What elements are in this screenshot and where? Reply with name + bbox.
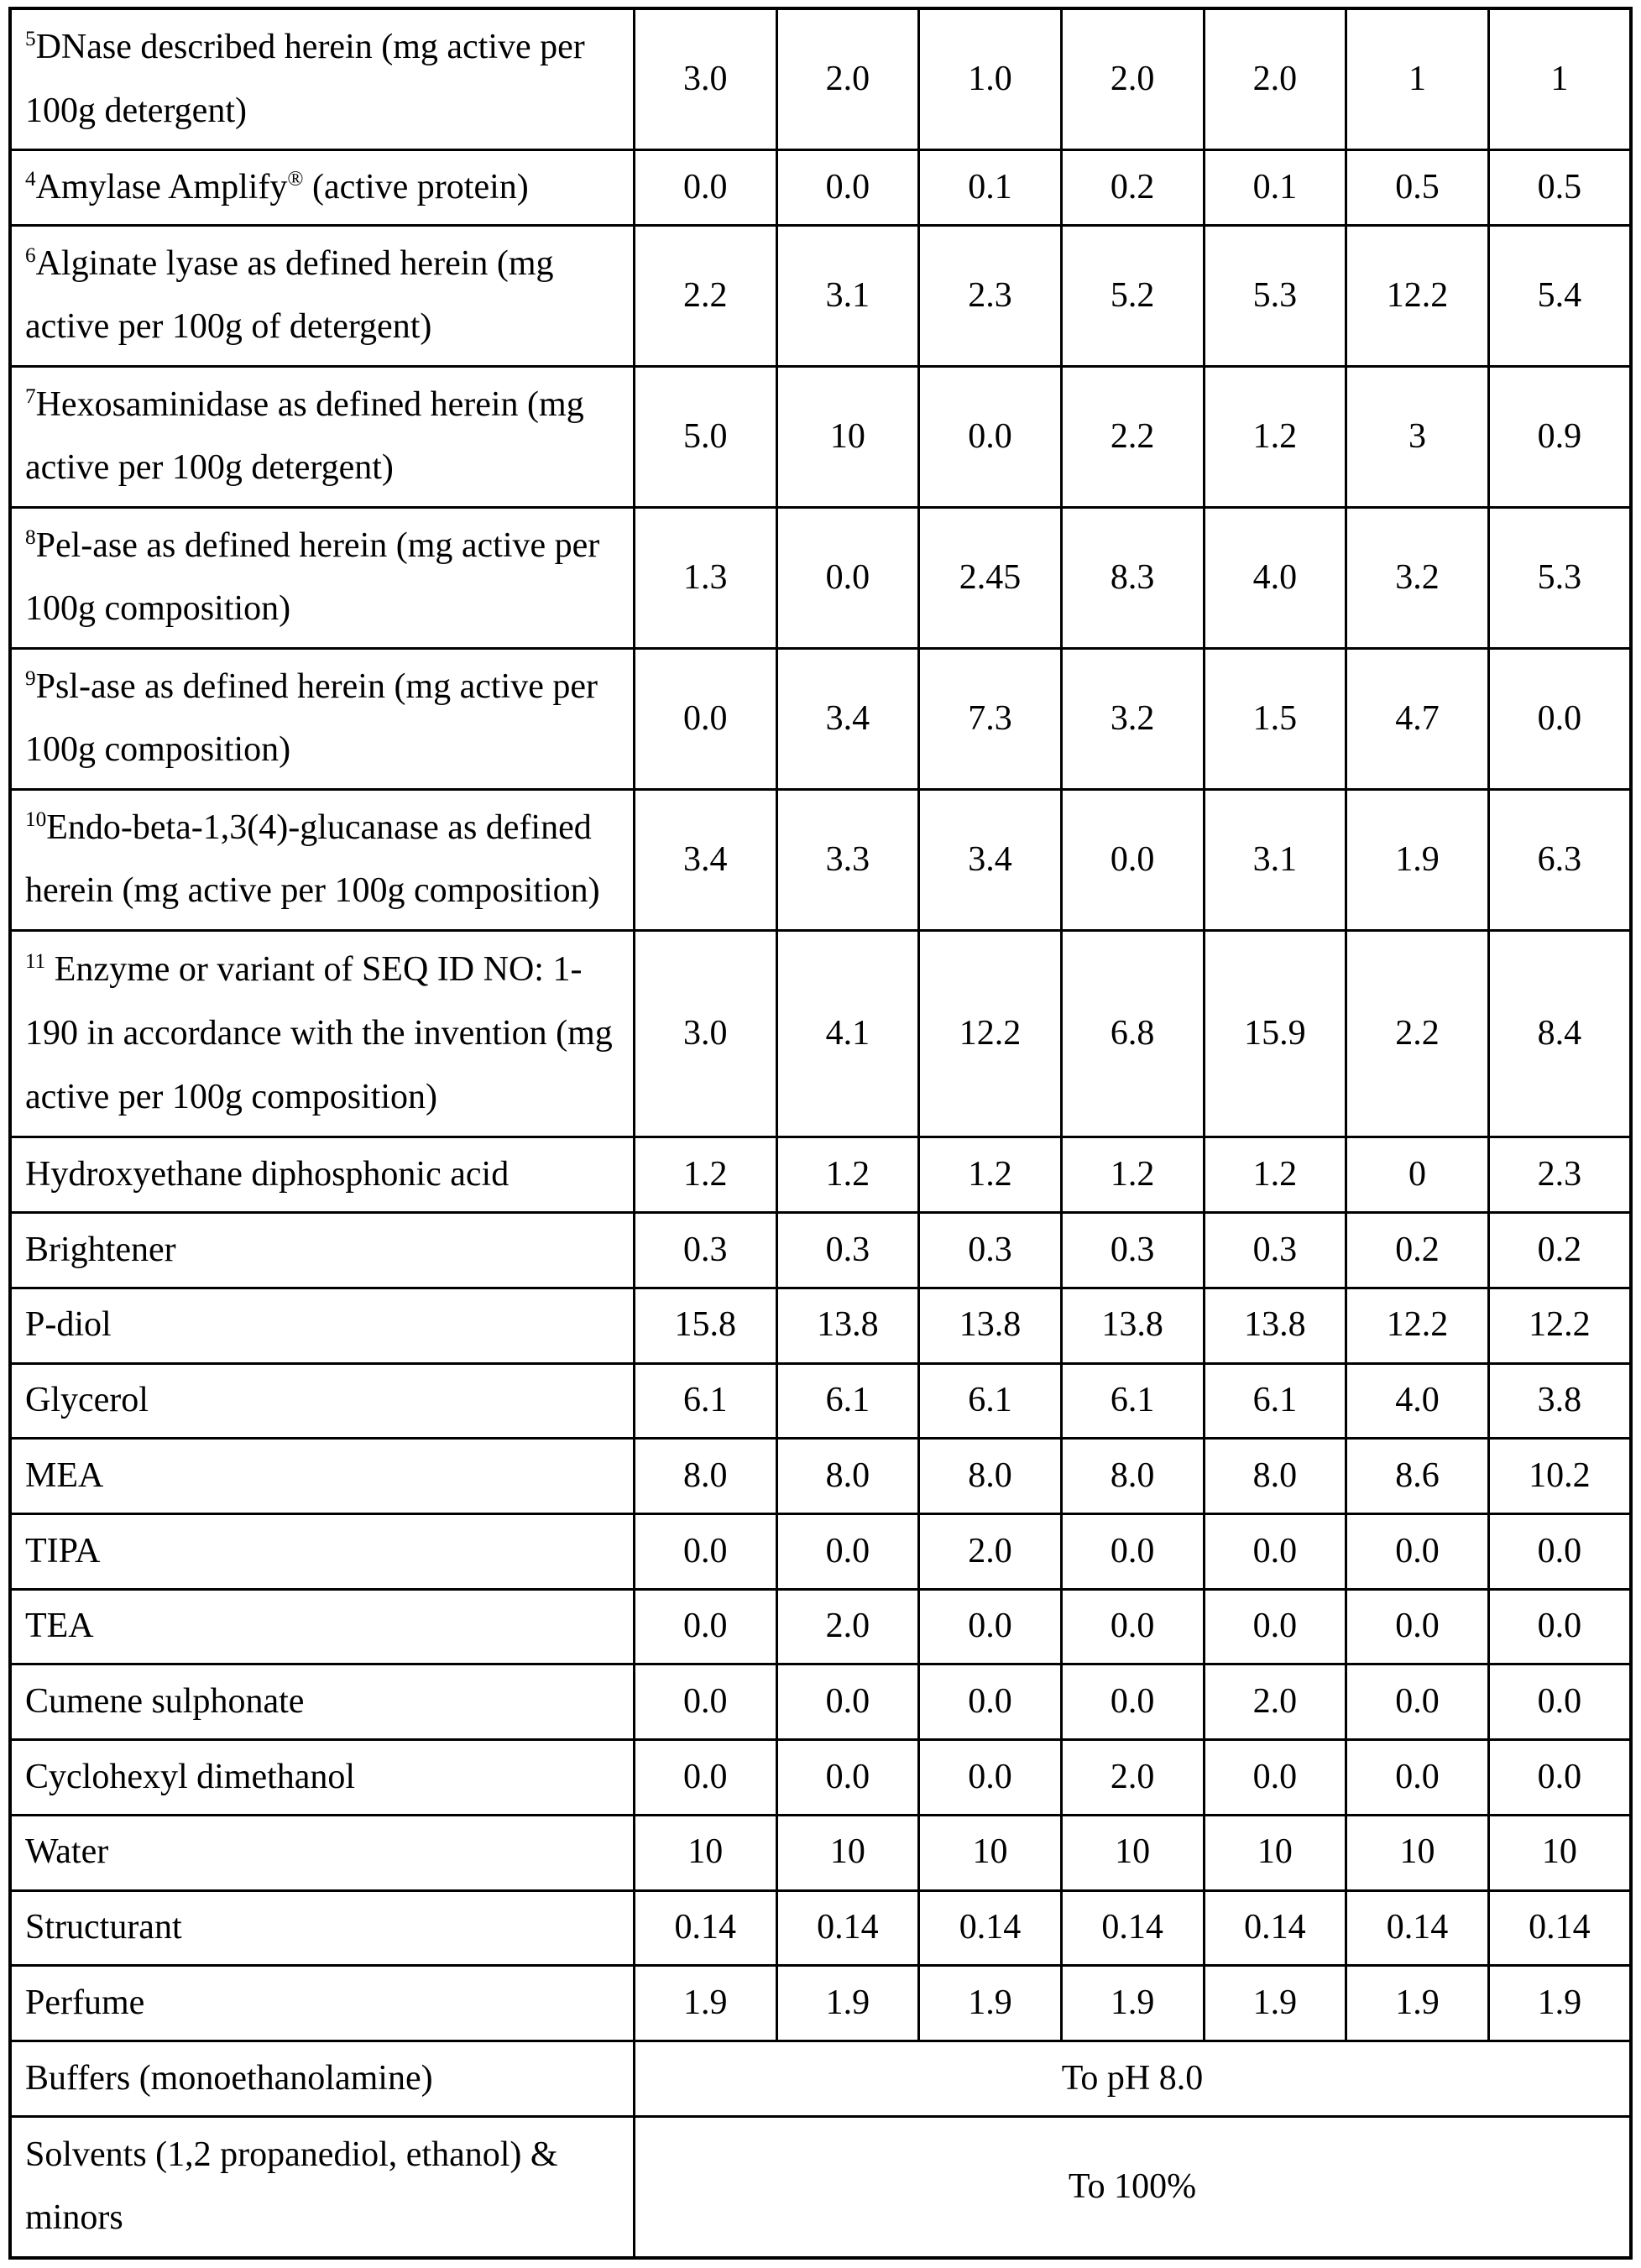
value-cell: 0.3 [1204, 1213, 1346, 1288]
row-label-text: TIPA [25, 1531, 101, 1570]
value-cell: 0.0 [776, 1513, 919, 1589]
value-cell: 0.14 [776, 1890, 919, 1966]
value-cell: 0.0 [1061, 1513, 1204, 1589]
table-row [10, 8, 1631, 150]
superscript-footnote: 4 [25, 167, 36, 191]
value-cell: 0.0 [1061, 789, 1204, 930]
value-cell: 15.8 [634, 1288, 776, 1363]
value-cell: 0.0 [1346, 1513, 1489, 1589]
value-cell: 10 [1204, 1815, 1346, 1890]
table-row [10, 789, 1631, 930]
value-cell: 3.4 [919, 789, 1062, 930]
value-cell: 1.9 [634, 1966, 776, 2041]
table-row [10, 1815, 1631, 1890]
row-label-text: Perfume [25, 1983, 145, 2022]
row-label [10, 1513, 634, 1589]
value-cell: 0.0 [776, 507, 919, 648]
value-cell: 0.0 [1488, 648, 1631, 789]
value-cell: 3.0 [634, 8, 776, 150]
value-cell: 1.9 [919, 1966, 1062, 2041]
superscript-footnote: ® [287, 167, 304, 191]
superscript-footnote: 11 [25, 950, 46, 974]
value-cell: 0.0 [1488, 1740, 1631, 1816]
value-cell: 1.2 [634, 1137, 776, 1213]
row-label-text: Water [25, 1832, 109, 1872]
value-cell: 0.3 [1061, 1213, 1204, 1288]
value-cell: 3 [1346, 366, 1489, 507]
superscript-footnote: 10 [25, 807, 47, 831]
table-row [10, 1439, 1631, 1514]
row-label [10, 789, 634, 930]
value-cell: 8.0 [776, 1439, 919, 1514]
table-body [10, 8, 1631, 2258]
value-cell: 6.1 [1204, 1363, 1346, 1439]
value-cell: 0.0 [634, 150, 776, 226]
value-cell: 0.3 [634, 1213, 776, 1288]
value-cell: 0.0 [1061, 1664, 1204, 1740]
value-cell: 0.0 [919, 1740, 1062, 1816]
table-row [10, 150, 1631, 226]
value-cell: 3.4 [634, 789, 776, 930]
value-cell: 8.3 [1061, 507, 1204, 648]
table-row [10, 1288, 1631, 1363]
row-label-text: Structurant [25, 1908, 182, 1947]
value-cell: 0 [1346, 1137, 1489, 1213]
row-label-text: Solvents (1,2 propanediol, ethanol) & minors [25, 2135, 558, 2238]
value-cell: 8.4 [1488, 931, 1631, 1137]
row-label [10, 366, 634, 507]
row-label-text: Brightener [25, 1230, 176, 1269]
value-cell: 3.2 [1061, 648, 1204, 789]
value-cell: 6.1 [634, 1363, 776, 1439]
value-cell: 0.0 [919, 1664, 1062, 1740]
value-cell: 10 [1346, 1815, 1489, 1890]
value-cell: 0.0 [1204, 1513, 1346, 1589]
table-row [10, 1890, 1631, 1966]
value-cell: 4.1 [776, 931, 919, 1137]
value-cell: 1.2 [1204, 1137, 1346, 1213]
value-cell: 8.6 [1346, 1439, 1489, 1514]
superscript-footnote: 9 [25, 666, 36, 690]
value-cell: 1.2 [776, 1137, 919, 1213]
value-cell: 8.0 [919, 1439, 1062, 1514]
row-label [10, 1740, 634, 1816]
value-cell: 2.0 [776, 8, 919, 150]
value-cell: 0.2 [1346, 1213, 1489, 1288]
value-cell: 0.2 [1488, 1213, 1631, 1288]
row-label [10, 1439, 634, 1514]
value-cell: 0.0 [919, 366, 1062, 507]
table-row [10, 648, 1631, 789]
value-cell: 0.0 [919, 1589, 1062, 1664]
composition-table [8, 7, 1633, 2260]
value-cell: 0.14 [1346, 1890, 1489, 1966]
superscript-footnote: 8 [25, 525, 36, 549]
value-cell: 0.0 [1488, 1589, 1631, 1664]
table-row [10, 225, 1631, 366]
row-label-text: Buffers (monoethanolamine) [25, 2058, 433, 2098]
value-cell: 12.2 [1346, 1288, 1489, 1363]
value-cell: 1.9 [1204, 1966, 1346, 2041]
value-cell: 0.3 [776, 1213, 919, 1288]
value-cell: 6.8 [1061, 931, 1204, 1137]
row-label [10, 2116, 634, 2258]
value-cell: 5.2 [1061, 225, 1204, 366]
value-cell: 5.4 [1488, 225, 1631, 366]
row-label-text: Glycerol [25, 1381, 149, 1420]
row-label [10, 1589, 634, 1664]
value-cell: 2.0 [919, 1513, 1062, 1589]
value-cell: 0.0 [634, 1740, 776, 1816]
value-cell: 0.0 [634, 648, 776, 789]
table-row [10, 1137, 1631, 1213]
value-cell: 0.0 [1204, 1740, 1346, 1816]
row-label [10, 1288, 634, 1363]
row-label-text: Cumene sulphonate [25, 1681, 305, 1721]
value-cell: 12.2 [919, 931, 1062, 1137]
value-cell: 3.8 [1488, 1363, 1631, 1439]
value-cell: 4.0 [1346, 1363, 1489, 1439]
value-cell: 0.14 [1204, 1890, 1346, 1966]
value-cell: 13.8 [776, 1288, 919, 1363]
value-cell: 12.2 [1346, 225, 1489, 366]
value-cell: 8.0 [634, 1439, 776, 1514]
row-label-text: DNase described herein (mg active per 100g detergent) [25, 27, 585, 130]
value-cell: 1.5 [1204, 648, 1346, 789]
value-cell: 2.2 [1061, 366, 1204, 507]
row-label-text: Endo-beta-1,3(4)-glucanase as defined herein (mg active per 100g composition) [25, 807, 600, 911]
table-row [10, 507, 1631, 648]
value-cell: 8.0 [1061, 1439, 1204, 1514]
value-cell: 0.1 [1204, 150, 1346, 226]
row-label-text: Psl-ase as defined herein (mg active per 100g composition) [25, 666, 598, 770]
value-cell: 4.7 [1346, 648, 1489, 789]
value-cell: 1.9 [1346, 1966, 1489, 2041]
value-cell: 10 [634, 1815, 776, 1890]
value-cell: 10 [1061, 1815, 1204, 1890]
value-cell: 4.0 [1204, 507, 1346, 648]
value-cell: 0.0 [1346, 1664, 1489, 1740]
row-label-text: (active protein) [303, 167, 529, 206]
value-cell: 2.0 [1061, 1740, 1204, 1816]
value-cell: 0.0 [634, 1589, 776, 1664]
value-cell: 0.9 [1488, 366, 1631, 507]
value-cell: 8.0 [1204, 1439, 1346, 1514]
value-cell: 0.5 [1488, 150, 1631, 226]
value-cell: 7.3 [919, 648, 1062, 789]
table-row [10, 1363, 1631, 1439]
table-row [10, 1589, 1631, 1664]
value-cell: 3.1 [1204, 789, 1346, 930]
row-label [10, 150, 634, 226]
value-cell: 0.1 [919, 150, 1062, 226]
value-cell: 0.0 [1488, 1513, 1631, 1589]
value-cell: 3.3 [776, 789, 919, 930]
value-cell: 3.1 [776, 225, 919, 366]
value-cell: 2.0 [1061, 8, 1204, 150]
value-cell: 2.45 [919, 507, 1062, 648]
value-cell: 13.8 [1204, 1288, 1346, 1363]
value-cell: 3.2 [1346, 507, 1489, 648]
value-cell: 3.4 [776, 648, 919, 789]
row-label-text: Enzyme or variant of SEQ ID NO: 1-190 in accordance with the invention (mg active per 100g composition) [25, 950, 613, 1116]
value-cell: 13.8 [1061, 1288, 1204, 1363]
value-cell: 6.1 [919, 1363, 1062, 1439]
value-cell: 12.2 [1488, 1288, 1631, 1363]
row-label [10, 1890, 634, 1966]
value-cell: 13.8 [919, 1288, 1062, 1363]
table-row [10, 1740, 1631, 1816]
table-row [10, 1513, 1631, 1589]
value-cell: 5.3 [1204, 225, 1346, 366]
value-cell: 3.0 [634, 931, 776, 1137]
row-label [10, 507, 634, 648]
row-label [10, 1815, 634, 1890]
value-cell: 0.0 [634, 1664, 776, 1740]
row-label-text: Hydroxyethane diphosphonic acid [25, 1154, 510, 1194]
value-cell: 0.14 [1488, 1890, 1631, 1966]
value-cell: 10.2 [1488, 1439, 1631, 1514]
value-cell: 0.14 [919, 1890, 1062, 1966]
value-cell: 0.0 [1061, 1589, 1204, 1664]
span-value-cell: To pH 8.0 [634, 2041, 1631, 2117]
value-cell: 0.0 [1346, 1589, 1489, 1664]
value-cell: 6.1 [1061, 1363, 1204, 1439]
row-label-text: MEA [25, 1455, 104, 1495]
value-cell: 0.0 [776, 150, 919, 226]
value-cell: 0.0 [634, 1513, 776, 1589]
row-label [10, 1664, 634, 1740]
value-cell: 1.9 [776, 1966, 919, 2041]
value-cell: 10 [776, 1815, 919, 1890]
value-cell: 2.0 [776, 1589, 919, 1664]
row-label [10, 1966, 634, 2041]
value-cell: 1.0 [919, 8, 1062, 150]
value-cell: 2.0 [1204, 8, 1346, 150]
value-cell: 2.2 [634, 225, 776, 366]
value-cell: 0.0 [1488, 1664, 1631, 1740]
value-cell: 10 [776, 366, 919, 507]
value-cell: 1.9 [1346, 789, 1489, 930]
value-cell: 2.0 [1204, 1664, 1346, 1740]
table-row [10, 1664, 1631, 1740]
row-label [10, 1363, 634, 1439]
row-label [10, 1137, 634, 1213]
value-cell: 0.5 [1346, 150, 1489, 226]
table-row [10, 2116, 1631, 2258]
value-cell: 0.0 [1204, 1589, 1346, 1664]
value-cell: 0.14 [634, 1890, 776, 1966]
value-cell: 5.0 [634, 366, 776, 507]
value-cell: 1.9 [1488, 1966, 1631, 2041]
row-label-text: P-diol [25, 1305, 112, 1345]
value-cell: 5.3 [1488, 507, 1631, 648]
value-cell: 6.1 [776, 1363, 919, 1439]
superscript-footnote: 5 [25, 27, 36, 50]
table-row [10, 1213, 1631, 1288]
table-row [10, 1966, 1631, 2041]
row-label [10, 225, 634, 366]
value-cell: 10 [1488, 1815, 1631, 1890]
value-cell: 2.2 [1346, 931, 1489, 1137]
row-label-text: Pel-ase as defined herein (mg active per 100g composition) [25, 525, 600, 629]
row-label [10, 1213, 634, 1288]
row-label-text: Hexosaminidase as defined herein (mg active per 100g detergent) [25, 384, 584, 488]
row-label-text: Cyclohexyl dimethanol [25, 1757, 356, 1796]
value-cell: 1.9 [1061, 1966, 1204, 2041]
value-cell: 0.0 [1346, 1740, 1489, 1816]
value-cell: 1 [1488, 8, 1631, 150]
value-cell: 0.0 [776, 1740, 919, 1816]
value-cell: 1.3 [634, 507, 776, 648]
table-row [10, 2041, 1631, 2117]
value-cell: 0.3 [919, 1213, 1062, 1288]
row-label [10, 648, 634, 789]
superscript-footnote: 6 [25, 243, 36, 267]
row-label [10, 8, 634, 150]
value-cell: 1 [1346, 8, 1489, 150]
row-label [10, 931, 634, 1137]
value-cell: 1.2 [1204, 366, 1346, 507]
superscript-footnote: 7 [25, 384, 36, 408]
row-label-text: Alginate lyase as defined herein (mg active per 100g of detergent) [25, 243, 554, 347]
value-cell: 0.14 [1061, 1890, 1204, 1966]
table-row [10, 366, 1631, 507]
value-cell: 1.2 [919, 1137, 1062, 1213]
value-cell: 0.0 [776, 1664, 919, 1740]
value-cell: 2.3 [919, 225, 1062, 366]
value-cell: 0.2 [1061, 150, 1204, 226]
span-value-cell: To 100% [634, 2116, 1631, 2258]
value-cell: 6.3 [1488, 789, 1631, 930]
row-label [10, 2041, 634, 2117]
value-cell: 2.3 [1488, 1137, 1631, 1213]
row-label-text: TEA [25, 1607, 94, 1646]
value-cell: 15.9 [1204, 931, 1346, 1137]
value-cell: 10 [919, 1815, 1062, 1890]
row-label-text: Amylase Amplify [35, 167, 288, 206]
value-cell: 1.2 [1061, 1137, 1204, 1213]
table-row [10, 931, 1631, 1137]
